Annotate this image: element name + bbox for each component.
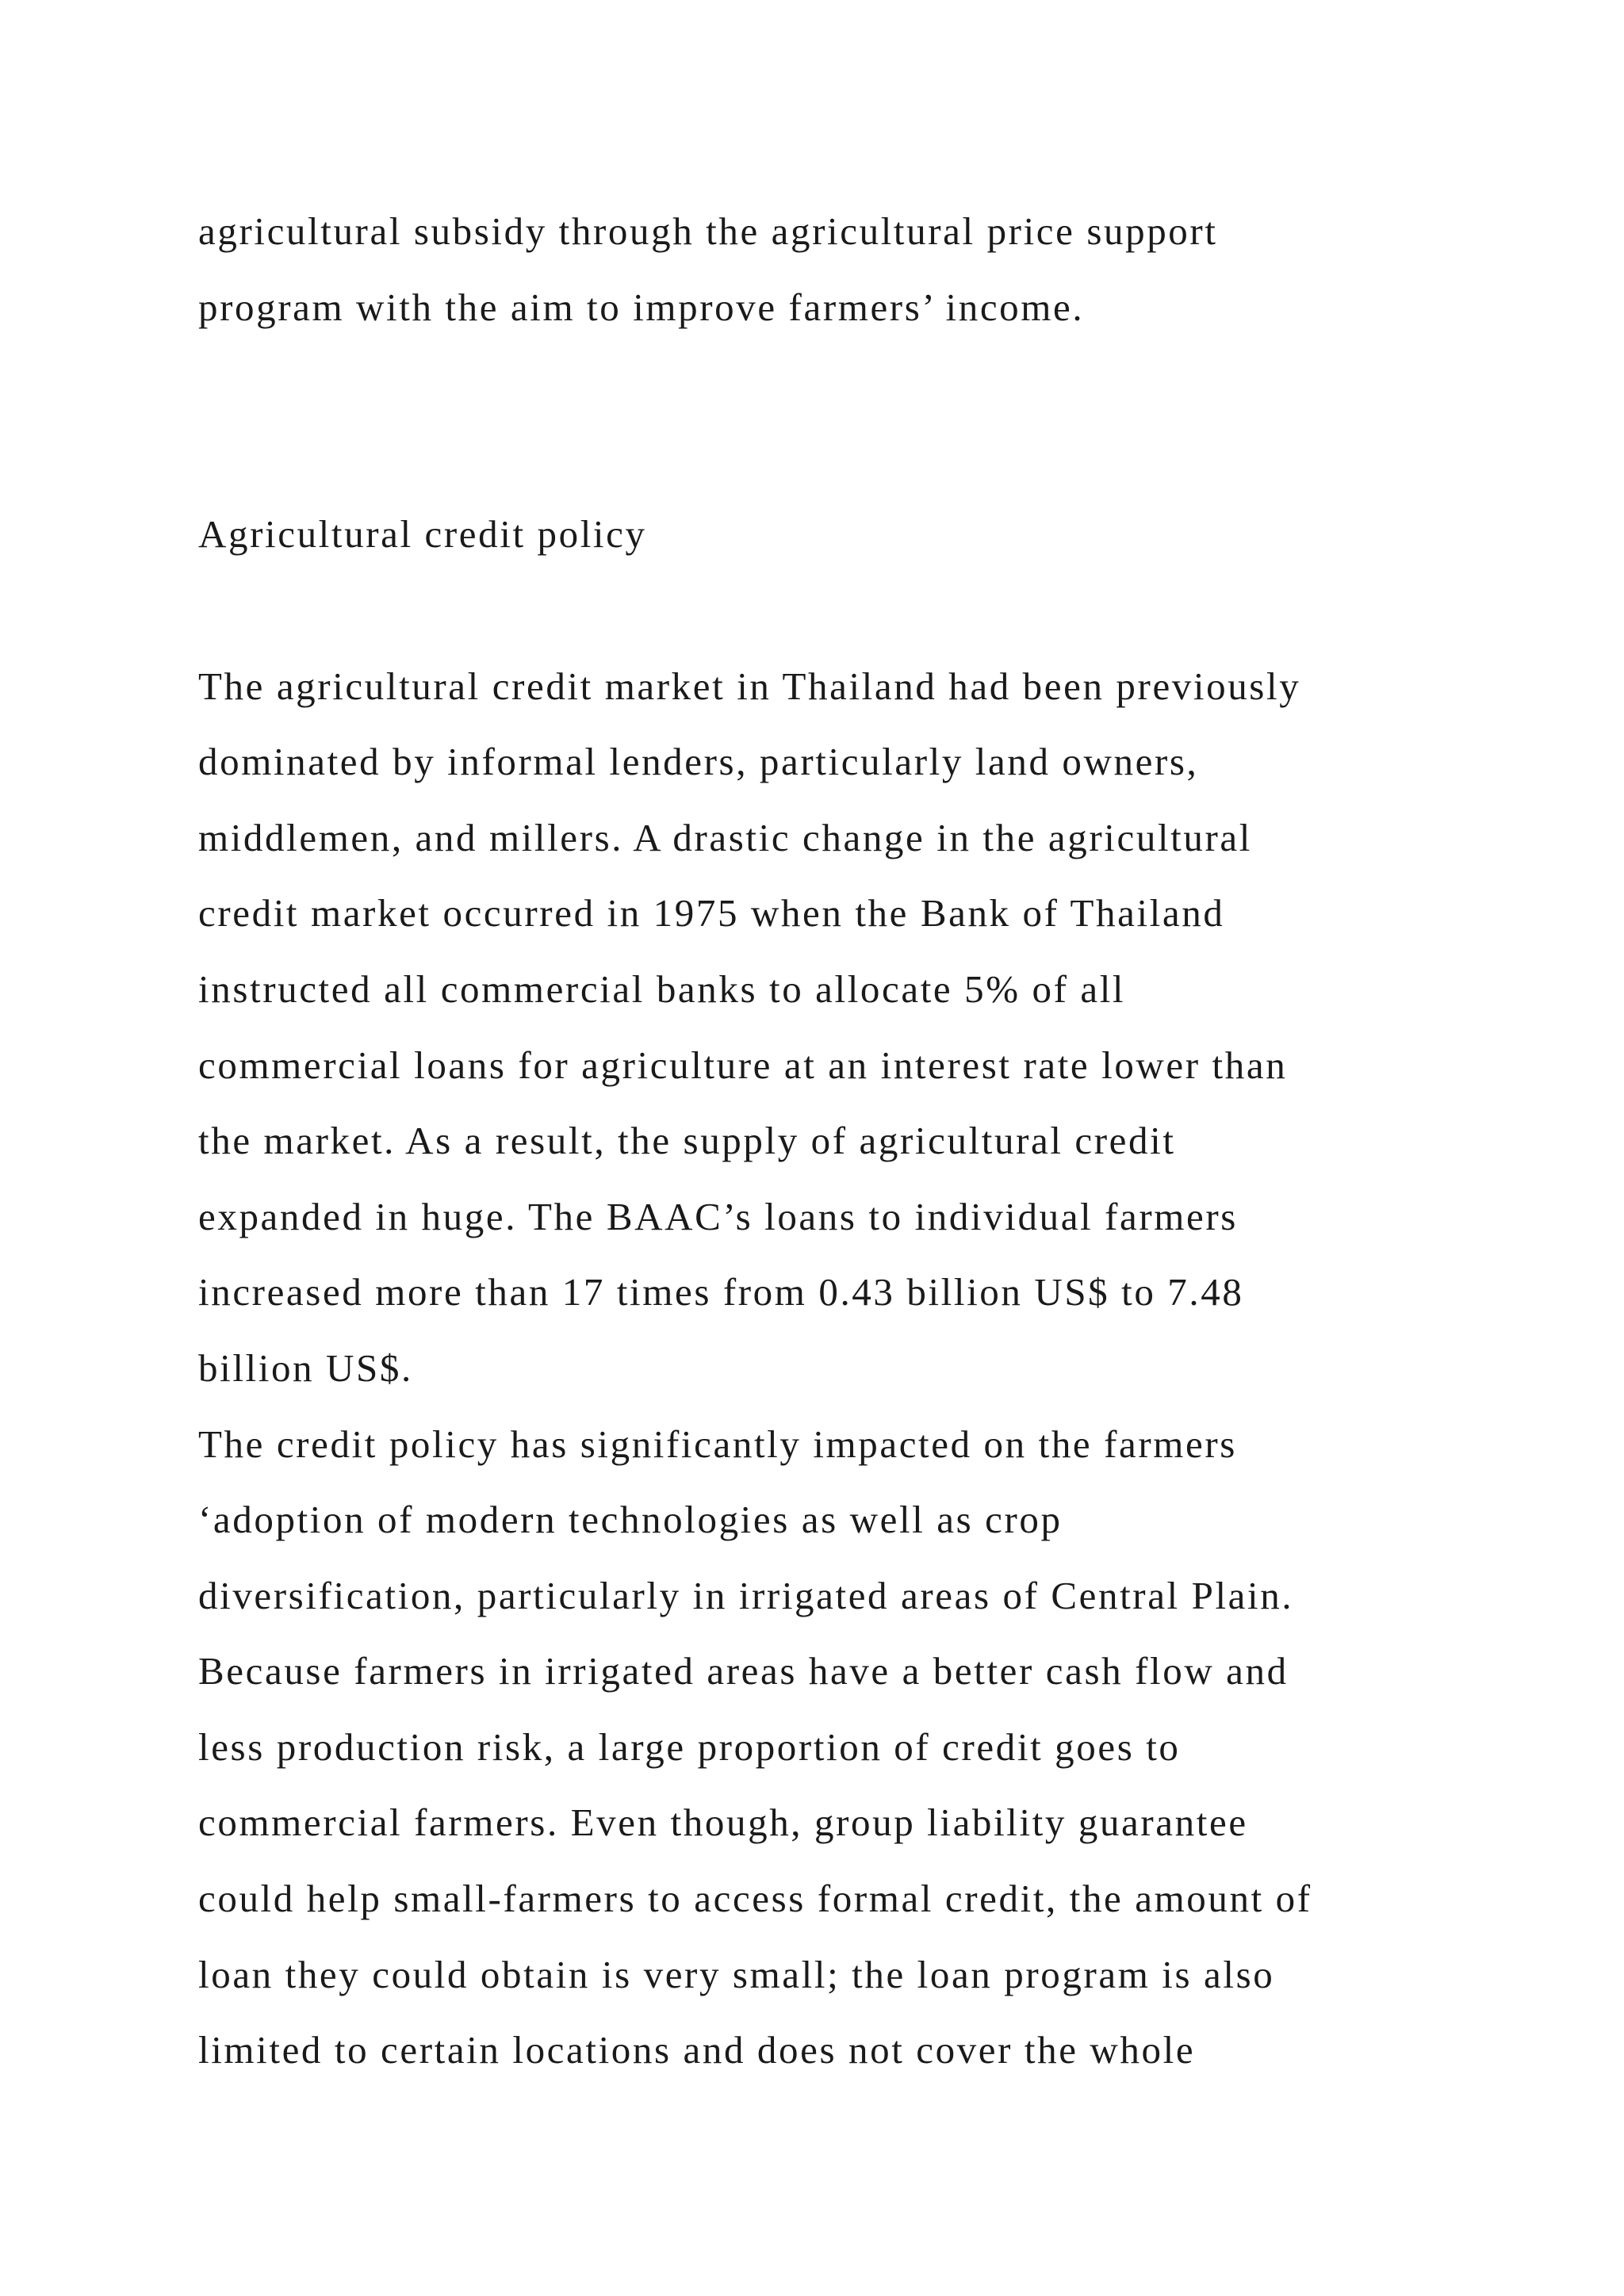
paragraph-2-line: less production risk, a large proportion of credit goes to: [198, 1724, 1181, 1769]
paragraph-2-line: The credit policy has significantly impacted on the farmers: [198, 1422, 1237, 1466]
paragraph-2-line: loan they could obtain is very small; the loan program is also: [198, 1952, 1275, 1996]
section-gap: [198, 345, 1530, 496]
intro-line-1: agricultural subsidy through the agricultural price support: [198, 209, 1218, 253]
paragraph-1-line: commercial loans for agriculture at an interest rate lower than: [198, 1043, 1288, 1087]
paragraph-1-line: The agricultural credit market in Thailand had been previously: [198, 664, 1301, 708]
section-heading: Agricultural credit policy: [198, 512, 647, 557]
paragraph-1-line: credit market occurred in 1975 when the Bank of Thailand: [198, 891, 1225, 936]
intro-line-2: program with the aim to improve farmers’ income.: [198, 285, 1085, 329]
document-body: [198, 193, 1530, 2088]
paragraph-1-line: instructed all commercial banks to allocate 5% of all: [198, 966, 1126, 1011]
paragraph-1-line: dominated by informal lenders, particularly land owners,: [198, 740, 1199, 784]
paragraph-2-line: limited to certain locations and does not cover the whole: [198, 2028, 1196, 2072]
paragraph-1-line: middlemen, and millers. A drastic change in the agricultural: [198, 815, 1252, 859]
paragraph-2-line: ‘adoption of modern technologies as well as crop: [198, 1498, 1063, 1542]
paragraph-1-line: the market. As a result, the supply of agricultural credit: [198, 1119, 1176, 1163]
paragraph-2-line: diversification, particularly in irrigated areas of Central Plain.: [198, 1573, 1294, 1617]
paragraph-1-line: expanded in huge. The BAAC’s loans to individual farmers: [198, 1194, 1238, 1238]
paragraph-gap: [198, 572, 1530, 649]
paragraph-1-line: increased more than 17 times from 0.43 billion US$ to 7.48: [198, 1270, 1244, 1314]
paragraph-2-line: Because farmers in irrigated areas have a better cash flow and: [198, 1649, 1289, 1693]
paragraph-2-line: could help small-farmers to access formal credit, the amount of: [198, 1877, 1312, 1921]
paragraph-1-line: billion US$.: [198, 1345, 413, 1390]
paragraph-2-line: commercial farmers. Even though, group liability guarantee: [198, 1800, 1248, 1845]
